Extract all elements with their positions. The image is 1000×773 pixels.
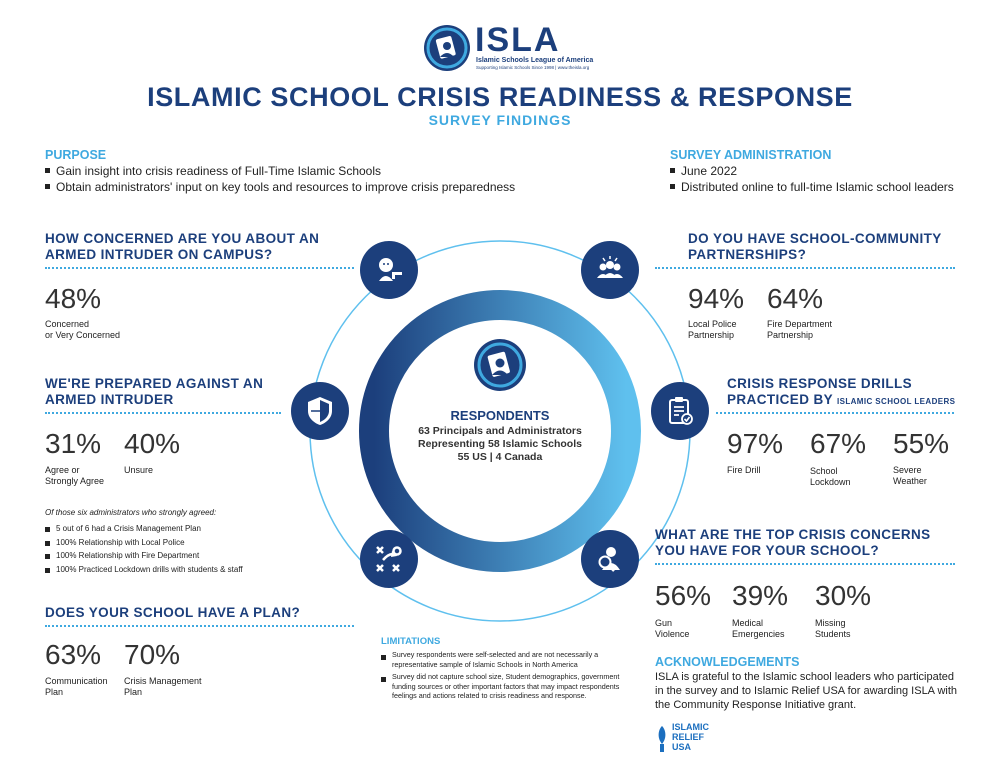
isla-logo bbox=[423, 21, 594, 72]
divider bbox=[655, 267, 955, 269]
plan-label-1b: Plan bbox=[45, 687, 64, 697]
list-item: Survey respondents were self-selected and are not necessarily a representative sample of Islamic Schools in North America bbox=[381, 650, 626, 669]
concerns-label-3a: Missing bbox=[815, 618, 846, 628]
concerned-label-1: Concerned bbox=[45, 319, 90, 329]
partnerships-value-2: 64% bbox=[767, 283, 824, 314]
shield-icon bbox=[291, 382, 349, 440]
prepared-value-1: 31% bbox=[45, 428, 102, 459]
admin-list bbox=[670, 163, 970, 195]
partnerships-label-2b: Partnership bbox=[767, 330, 814, 340]
islamic-relief-line-2: RELIEF bbox=[672, 732, 705, 742]
prepared-heading: WE'RE PREPARED AGAINST AN ARMED INTRUDER bbox=[45, 376, 264, 407]
respondents-heading: RESPONDENTS bbox=[450, 408, 550, 423]
plan-value-1: 63% bbox=[45, 639, 102, 670]
divider bbox=[45, 412, 281, 414]
drills-heading-main: CRISIS RESPONSE DRILLS PRACTICED BY bbox=[727, 376, 913, 407]
limitations-heading: LIMITATIONS bbox=[381, 636, 441, 647]
islamic-relief-line-3: USA bbox=[672, 742, 692, 752]
concerns-value-1: 56% bbox=[655, 580, 712, 611]
partnerships-label-1a: Local Police bbox=[688, 319, 737, 329]
concerns-label-2a: Medical bbox=[732, 618, 764, 628]
concerned-label-2: or Very Concerned bbox=[45, 330, 121, 340]
partnerships-heading: DO YOU HAVE SCHOOL-COMMUNITY PARTNERSHIPS? bbox=[688, 231, 942, 262]
list-item: Survey did not capture school size, Student demographics, government funding sources or other important factors that may impact respondents feelings and actions related to crisis readiness and response. bbox=[381, 672, 626, 701]
concerned-heading: HOW CONCERNED ARE YOU ABOUT AN ARMED INTRUDER ON CAMPUS? bbox=[45, 231, 320, 262]
admin-heading: SURVEY ADMINISTRATION bbox=[670, 148, 832, 162]
islamic-relief-emblem-icon bbox=[655, 724, 669, 754]
plan-value-2: 70% bbox=[124, 639, 181, 670]
purpose-list bbox=[45, 163, 565, 195]
concerns-value-3: 30% bbox=[815, 580, 872, 611]
limitations-list bbox=[381, 650, 626, 701]
islamic-relief-logo bbox=[655, 722, 735, 756]
concerns-label-1b: Violence bbox=[655, 629, 690, 639]
partnerships-label-1b: Partnership bbox=[688, 330, 735, 340]
islamic-relief-line-1: ISLAMIC bbox=[672, 722, 709, 732]
logo-subtitle: Islamic Schools League of America bbox=[476, 57, 594, 64]
divider bbox=[655, 563, 955, 565]
drills-label-1: Fire Drill bbox=[727, 465, 761, 475]
prepared-list bbox=[45, 522, 305, 576]
logo-name: ISLA bbox=[475, 21, 561, 59]
isla-emblem-icon bbox=[423, 24, 471, 72]
concerns-label-1a: Gun bbox=[655, 618, 673, 628]
list-item: 100% Relationship with Fire Department bbox=[45, 549, 305, 563]
respondents-line-3: 55 US | 4 Canada bbox=[457, 451, 543, 463]
prepared-label-1b: Strongly Agree bbox=[45, 476, 105, 486]
prepared-value-2: 40% bbox=[124, 428, 181, 459]
intruder-icon bbox=[360, 241, 418, 299]
plan-label-2b: Plan bbox=[124, 687, 143, 697]
logo-tagline: Supporting Islamic Schools Since 1998 | www.theisla.org bbox=[476, 65, 590, 70]
plan-label-1a: Communication bbox=[45, 676, 108, 686]
page-subtitle: SURVEY FINDINGS bbox=[428, 112, 572, 128]
list-item: June 2022 bbox=[670, 163, 970, 179]
prepared-label-2: Unsure bbox=[124, 465, 154, 475]
concerns-label-2b: Emergencies bbox=[732, 629, 785, 639]
drills-heading-small: ISLAMIC SCHOOL LEADERS bbox=[836, 397, 956, 406]
concern-icon bbox=[581, 530, 639, 588]
list-item: 100% Practiced Lockdown drills with students & staff bbox=[45, 563, 305, 577]
purpose-heading: PURPOSE bbox=[45, 148, 107, 162]
list-item: Obtain administrators' input on key tools and resources to improve crisis preparedness bbox=[45, 179, 565, 195]
drills-label-2b: Lockdown bbox=[810, 477, 851, 487]
ack-text: ISLA is grateful to the Islamic school leaders who participated in the survey and to Islamic Relief USA for awarding ISLA with the Community Response Initiative grant. bbox=[655, 671, 958, 711]
drills-value-3: 55% bbox=[893, 428, 950, 459]
list-item: 100% Relationship with Local Police bbox=[45, 536, 305, 550]
community-icon bbox=[581, 241, 639, 299]
strategy-icon bbox=[360, 530, 418, 588]
divider bbox=[45, 625, 354, 627]
respondents-line-2: Representing 58 Islamic Schools bbox=[418, 438, 582, 450]
ack-heading: ACKNOWLEDGEMENTS bbox=[655, 655, 800, 669]
divider bbox=[45, 267, 354, 269]
drills-heading bbox=[727, 376, 967, 410]
respondents-emblem-icon bbox=[473, 338, 527, 392]
clipboard-icon bbox=[651, 382, 709, 440]
list-item: Distributed online to full-time Islamic school leaders bbox=[670, 179, 970, 195]
list-item: 5 out of 6 had a Crisis Management Plan bbox=[45, 522, 305, 536]
concerns-label-3b: Students bbox=[815, 629, 851, 639]
drills-value-1: 97% bbox=[727, 428, 784, 459]
concerns-heading: WHAT ARE THE TOP CRISIS CONCERNS YOU HAVE FOR YOUR SCHOOL? bbox=[655, 527, 931, 558]
drills-label-2a: School bbox=[810, 466, 838, 476]
partnerships-value-1: 94% bbox=[688, 283, 745, 314]
plan-heading: DOES YOUR SCHOOL HAVE A PLAN? bbox=[45, 605, 301, 620]
concerns-value-2: 39% bbox=[732, 580, 789, 611]
partnerships-label-2a: Fire Department bbox=[767, 319, 833, 329]
drills-label-3b: Weather bbox=[893, 476, 927, 486]
prepared-note: Of those six administrators who strongly agreed: bbox=[45, 508, 217, 517]
page-title: ISLAMIC SCHOOL CRISIS READINESS & RESPONSE bbox=[147, 82, 853, 112]
drills-label-3a: Severe bbox=[893, 465, 922, 475]
concerned-value: 48% bbox=[45, 283, 102, 314]
plan-label-2a: Crisis Management bbox=[124, 676, 202, 686]
list-item: Gain insight into crisis readiness of Full-Time Islamic Schools bbox=[45, 163, 565, 179]
respondents-line-1: 63 Principals and Administrators bbox=[418, 425, 582, 437]
drills-value-2: 67% bbox=[810, 428, 867, 459]
divider bbox=[716, 412, 954, 414]
prepared-label-1a: Agree or bbox=[45, 465, 80, 475]
